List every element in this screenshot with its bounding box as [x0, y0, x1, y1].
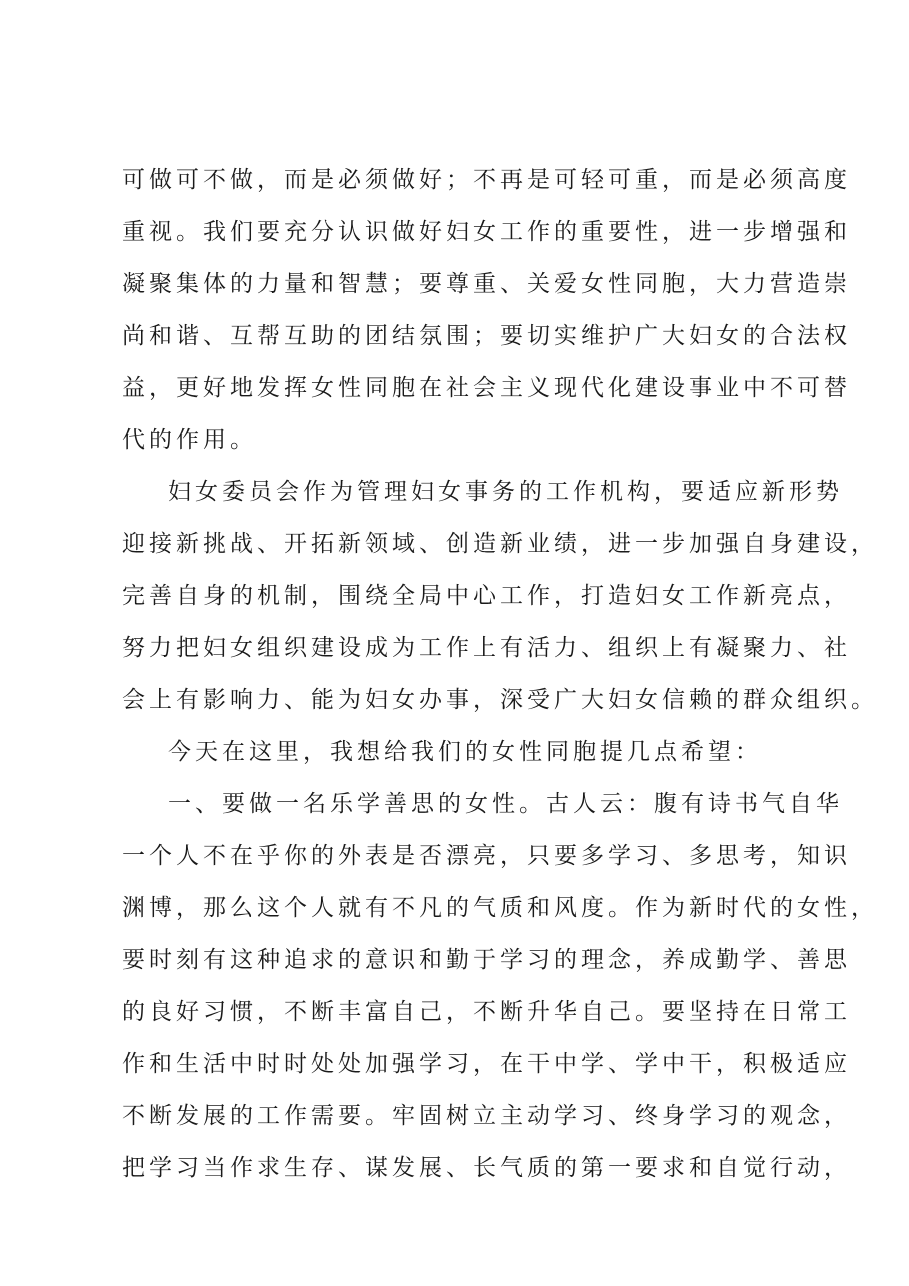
text-line: 的良好习惯，不断丰富自己，不断升华自己。要坚持在日常工: [122, 999, 851, 1025]
paragraph-4: [122, 778, 878, 1194]
text-line: 可做可不做，而是必须做好；不再是可轻可重，而是必须高度: [122, 167, 851, 193]
text-line: 益，更好地发挥女性同胞在社会主义现代化建设事业中不可替: [122, 375, 851, 401]
text-line: 把学习当作求生存、谋发展、长气质的第一要求和自觉行动，: [122, 1155, 851, 1181]
paragraph-2: [122, 466, 878, 726]
text-line: 凝聚集体的力量和智慧；要尊重、关爱女性同胞，大力营造崇: [122, 271, 851, 297]
text-line: 妇女委员会作为管理妇女事务的工作机构，要适应新形势: [168, 479, 843, 505]
text-line: 努力把妇女组织建设成为工作上有活力、组织上有凝聚力、社: [122, 635, 851, 661]
text-line: 重视。我们要充分认识做好妇女工作的重要性，进一步增强和: [122, 219, 851, 245]
text-line: 不断发展的工作需要。牢固树立主动学习、终身学习的观念，: [122, 1103, 851, 1129]
document-body: [122, 154, 878, 1194]
paragraph-3: [122, 726, 812, 778]
text-line: 作和生活中时时处处加强学习，在干中学、学中干，积极适应: [122, 1051, 851, 1077]
text-line: 要时刻有这种追求的意识和勤于学习的理念，养成勤学、善思: [122, 947, 851, 973]
text-line: 完善自身的机制，围绕全局中心工作，打造妇女工作新亮点，: [122, 583, 851, 609]
text-line: 代的作用。: [122, 427, 257, 453]
paragraph-1: [122, 154, 851, 466]
text-line: 一、要做一名乐学善思的女性。古人云：腹有诗书气自华: [168, 791, 843, 817]
text-line: 迎接新挑战、开拓新领域、创造新业绩，进一步加强自身建设，: [122, 531, 878, 557]
text-line: 会上有影响力、能为妇女办事，深受广大妇女信赖的群众组织。: [122, 687, 878, 713]
text-line: 渊博，那么这个人就有不凡的气质和风度。作为新时代的女性，: [122, 895, 878, 921]
text-line: 一个人不在乎你的外表是否漂亮，只要多学习、多思考，知识: [122, 843, 851, 869]
text-line: 今天在这里，我想给我们的女性同胞提几点希望：: [168, 739, 762, 765]
text-line: 尚和谐、互帮互助的团结氛围；要切实维护广大妇女的合法权: [122, 323, 851, 349]
